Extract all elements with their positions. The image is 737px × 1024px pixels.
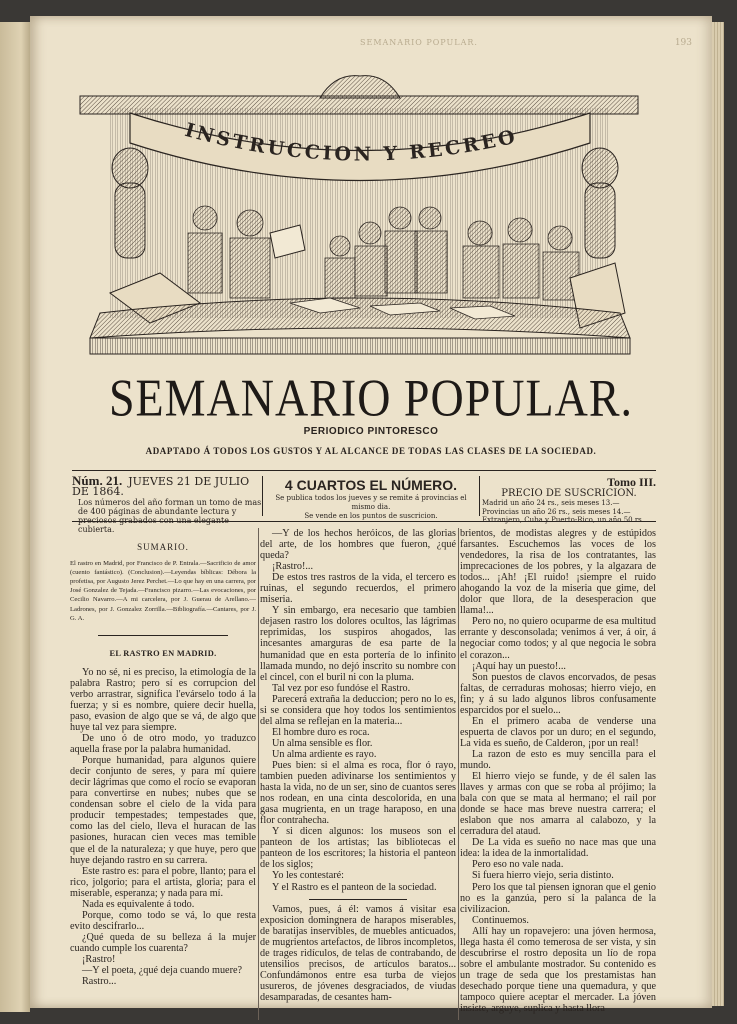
paragraph: El hierro viejo se funde, y de él salen las llaves y armas con que se roba al prójimo; la bala con que se mata al hermano; el rail por donde se hace mas breve nuestra carrera; el eslabon que nos amarra al calabozo, y la cerradura del ataud. xyxy=(460,771,656,838)
masthead-divider-2 xyxy=(479,476,480,516)
masthead-rule-top xyxy=(72,470,656,471)
text-column-1 xyxy=(70,528,256,987)
paragraph: En el primero acaba de venderse una espuerta de clavos por un duro; en el segundo, La vida es sueño, de Calderon, ¡por un real! xyxy=(460,715,656,749)
paragraph: Son puestos de clavos encorvados, de pesas faltas, de cerraduras mohosas; hierro viejo, en fin; y á su lado algunos libros confusamente esparcidos por el suelo... xyxy=(460,671,656,716)
paragraph: Este rastro es: para el pobre, llanto; para el rico, jolgorio; para el artista, gloria; para el miserable, esperanza; y nada para mí. xyxy=(70,865,256,899)
publication-line-2: Se vende en los puntos de suscricion. xyxy=(304,512,438,520)
paragraph: Pues bien: si el alma es roca, flor ó rayo, tambien pueden adivinarse los sentimientos y hasta la vida, no de un ser, sino de cuantos seres nos rodean, en una cinta descolorida, en una gasa mugrienta, en un trage haraposo, en una flor contrahecha. xyxy=(260,759,456,827)
paragraph: ¿Qué queda de su belleza á la mujer cuando cumple los cuarenta? xyxy=(70,931,256,954)
page-number: 193 xyxy=(674,38,692,48)
issue-date: JUEVES 21 DE JULIO DE 1864. xyxy=(72,475,250,498)
subscription-rates: Madrid un año 24 rs., seis meses 13.—Provincias un año 26 rs., seis meses 14.—Extranjero, Cuba y Puerto-Rico, un año 50 rs. xyxy=(482,499,644,524)
paragraph: —Y el poeta, ¿qué deja cuando muere? xyxy=(82,965,242,977)
paragraph: De La vida es sueño no nace mas que una idea: la idea de la inmortalidad. xyxy=(460,837,656,860)
issue-price: 4 CUARTOS EL NÚMERO. xyxy=(284,477,458,493)
newspaper-tagline: ADAPTADO Á TODOS LOS GUSTOS Y AL ALCANCE DE TODAS LAS CLASES DE LA SOCIEDAD. xyxy=(145,446,597,456)
text-column-3 xyxy=(460,528,656,1014)
running-head: SEMANARIO POPULAR. xyxy=(360,38,478,47)
paragraph: Rastro... xyxy=(82,976,117,988)
masthead-engraving xyxy=(70,68,648,368)
paragraph: Tal vez por eso fundóse el Rastro. xyxy=(272,682,411,694)
article-heading: EL RASTRO EN MADRID. xyxy=(109,648,217,658)
subscription-heading: PRECIO DE SUSCRICION. xyxy=(501,488,637,499)
paragraph: Pero eso no vale nada. xyxy=(472,859,564,871)
sumario-rule xyxy=(98,635,228,636)
paragraph: Porque, como todo se vá, lo que resta evito descifrarlo... xyxy=(70,909,256,932)
paragraph: El hombre duro es roca. xyxy=(272,726,370,738)
paragraph: Y si dicen algunos: los museos son el panteon de los artistas; las bibliotecas el panteon de los escritores; la historia el panteon de los siglos; xyxy=(260,826,456,871)
text-column-2 xyxy=(260,528,456,1003)
issue-price-block xyxy=(266,476,476,521)
paragraph: Un alma sensible es flor. xyxy=(272,737,373,749)
paragraph: ¡Rastro!... xyxy=(272,561,314,573)
masthead-rule-bottom xyxy=(72,521,656,522)
section-rule xyxy=(309,899,407,900)
facing-page-edge xyxy=(0,22,30,1012)
paragraph: —Y de los hechos heróicos, de las glorias del arte, de los hombres que fueron, ¿qué queda? xyxy=(260,528,456,562)
page-stack-edge xyxy=(712,22,724,1006)
paragraph: Y el Rastro es el panteon de la sociedad. xyxy=(272,881,437,893)
paragraph: La razon de esto es muy sencilla para el mundo. xyxy=(460,748,656,771)
column-rule-2 xyxy=(458,528,459,1020)
banner-text: INSTRUCCION Y RECREO xyxy=(182,118,520,166)
paragraph: ¡Aquí hay un puesto!... xyxy=(472,660,566,672)
paragraph: Continuemos. xyxy=(472,914,529,926)
column-rule-1 xyxy=(258,528,259,1020)
paragraph: Y sin embargo, era necesario que tambien dejasen rastro los dolores ocultos, las lágrimas reprimidas, los suspiros ahogados, las incesantes amarguras de esa parte de la humanidad que en esta portería de lo infinito llamada mundo, no dejó inscrito su nombre con el cincel, con el buril ni con la pluma. xyxy=(260,605,456,683)
subscription-block xyxy=(482,476,656,525)
paragraph: Porque humanidad, para algunos quiere decir conjunto de seres, y para mí quiere decir lágrimas que como el rocío se evaporan para convertirse en nubes; nubes que se condensan sobre el cielo de la vida para producir tempestades; tempestades que, como las del cielo, lleva el huracan de las pasiones, huracan cien veces mas temible que el de la naturaleza; y que huye, pero que huye dejando rastro en su carrera. xyxy=(70,755,256,866)
paragraph: Yo les contestaré: xyxy=(272,870,344,882)
paragraph: brientos, de modistas alegres y de estúpidos farsantes. Escuchemos las voces de los vendedores, la risa de los contratantes, las imprecaciones de los pobres, y la algazara de todos... ¡Ah! ¡El ruido! ¡siempre el ruido ahogando la voz de la miseria que gime, del dolor que llora, de la desesperacion que llama!... xyxy=(460,528,656,617)
paragraph: Vamos, pues, á él: vamos á visitar esa exposicion domingnera de harapos miserables, de baratijas inservibles, de muebles anticuados, de mugrientos artefactos, de libros incompletos, de trages ridículos, de telas de contrabando, de utensilios precisos, de artículos baratos... Confundámonos entre esa turba de viejos usureros, de jóvenes desgraciados, de viudas desamparadas, de cesantes ham- xyxy=(260,903,456,1003)
paragraph: Pero los que tal piensen ignoran que el genio no es la ganzúa, pero sí la palanca de la civilizacion. xyxy=(460,881,656,915)
newspaper-page xyxy=(30,16,712,1015)
sumario-body: El rastro en Madrid, por Francisco de P. Entrala.—Sacrificio de amor (cuento fantástico). (Conclusion).—Leyendas bíblicas: Débora la profetisa, por Augusto Jerez Perchet.—Lo que hay en una carrera, por José Gonzalez de Tejada.—Francisco pizarro.—Las evocaciones, por Cecilio Navarro.—A mi carcelera, por J. Guerau de Arellano.—Ladrones, por J. Gonzalez Zorrilla.—Bibliografía.—Cantares, por J. G. A. xyxy=(70,560,256,622)
paragraph: Si fuera hierro viejo, seria distinto. xyxy=(472,870,614,882)
sumario-heading: SUMARIO. xyxy=(137,542,189,552)
issue-number: Núm. 21. xyxy=(72,473,123,488)
paragraph: Parecerá extraña la deduccion; pero no lo es, si se considera que hoy todos los sentimientos del alma se reflejan en la materia... xyxy=(260,693,456,727)
paragraph: ¡Rastro! xyxy=(82,953,116,965)
issue-note: Los números del año forman un tomo de mas de 400 páginas de abundante lectura y preciosos grabados con una elegante cubierta. xyxy=(78,498,262,534)
paragraph: De estos tres rastros de la vida, el tercero es ruinas, el segundo recuerdos, el primero miseria. xyxy=(260,572,456,606)
issue-info xyxy=(72,473,267,534)
paragraph: Allí hay un ropavejero: una jóven hermosa, llega hasta él como temerosa de ser vista, y sin descubrirse el rostro deposita un lío de ropa sobre el ambulante mostrador. Su contenido es un trage de seda que los prestamistas han desechado porque tiene una quemadura, y que tampoco quiere aceptar el mercader. La jóven insiste, arguye, suplica y hasta llora xyxy=(460,925,656,1015)
volume-label: Tomo III. xyxy=(607,475,656,489)
paragraph: Pero no, no quiero ocuparme de esa multitud errante y desconsolada; venimos á ver, á oir, á negociar como todos; y al que negocia le sobra el corazon... xyxy=(460,616,656,661)
masthead-divider-1 xyxy=(262,476,263,516)
publication-line-1: Se publica todos los jueves y se remite á provincias el mismo dia. xyxy=(275,494,467,511)
newspaper-subtitle: PERIODICO PINTORESCO xyxy=(303,426,439,437)
paragraph: De uno ó de otro modo, yo traduzco aquella frase por la palabra humanidad. xyxy=(70,733,256,756)
paragraph: Yo no sé, ni es preciso, la etimología de la palabra Rastro; pero sí es corrupcion del verbo arrastrar, significa l'evárselo todo á la fuerza; y si es nombre, quiere decir huella, paso, evasion de algo que se vá, de algo que huye tal vez para siempre. xyxy=(70,666,256,733)
paragraph: Nada es equivalente á todo. xyxy=(82,898,195,910)
newspaper-title: SEMANARIO POPULAR. xyxy=(108,368,634,427)
paragraph: Un alma ardiente es rayo. xyxy=(272,748,377,760)
